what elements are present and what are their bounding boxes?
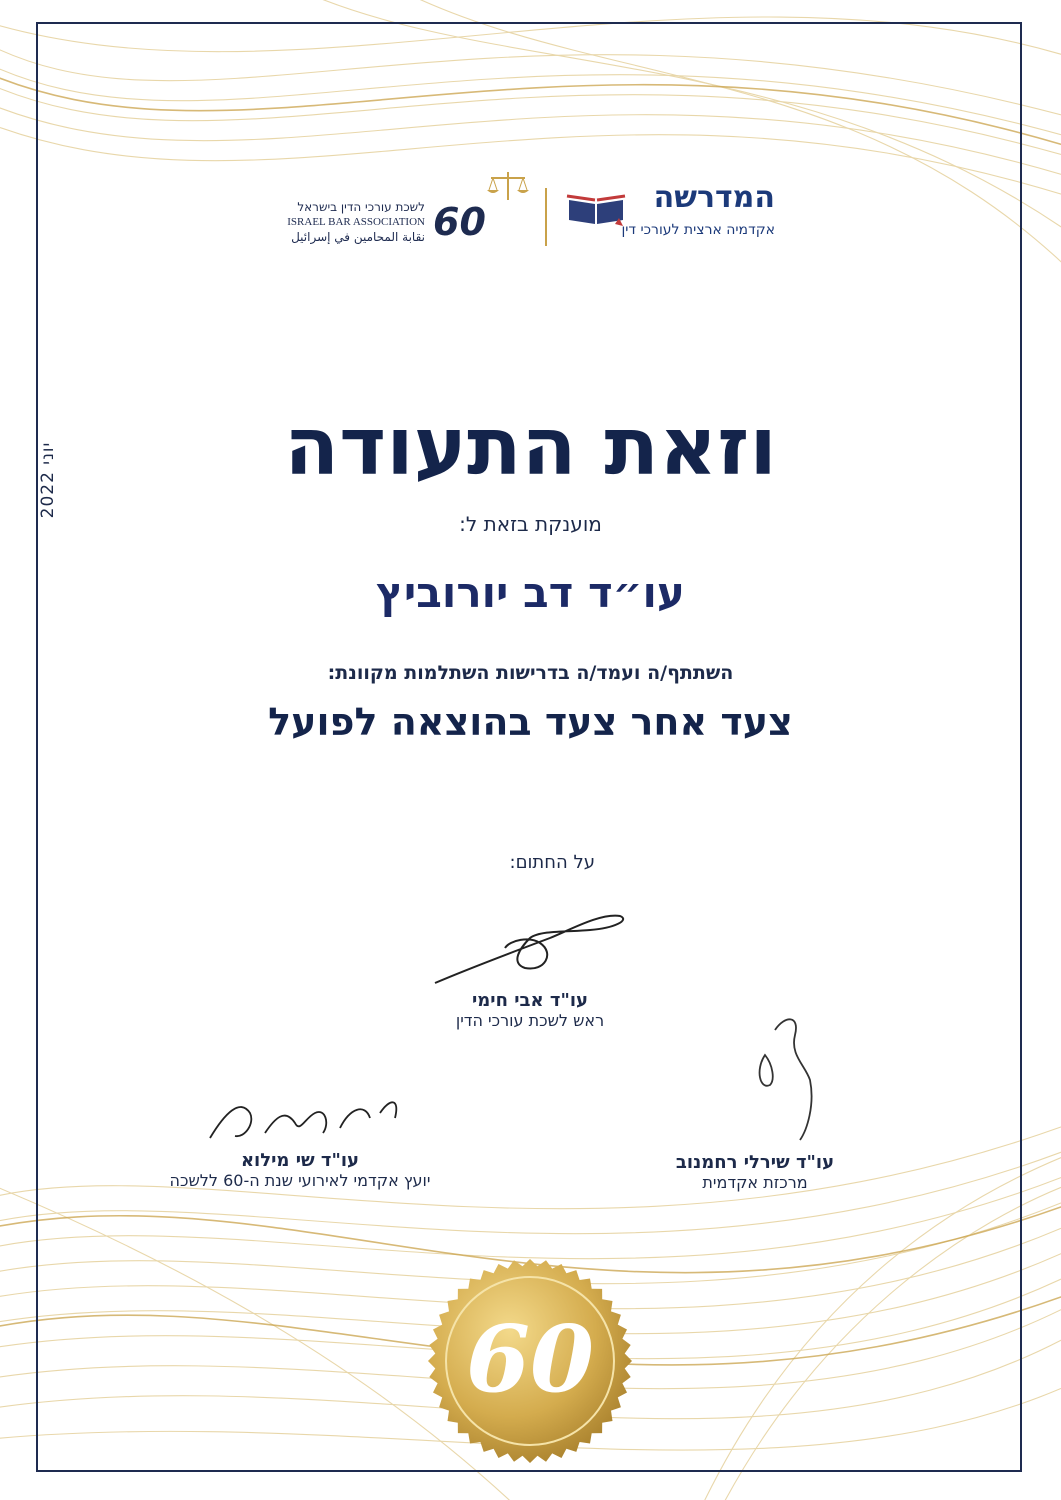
- bar-name-english: ISRAEL BAR ASSOCIATION: [287, 216, 425, 228]
- participation-text: השתתף/ה ועמד/ה בדרישות השתלמות מקוונת:: [327, 662, 734, 684]
- bar-name-hebrew: לשכת עורכי הדין בישראל: [297, 200, 425, 214]
- signer-3: [625, 1152, 885, 1192]
- gold-60-seal: [425, 1256, 635, 1466]
- issue-date-text: יוני 2022: [38, 441, 58, 519]
- signer-3-name: עו"ד שירלי רחמנוב: [675, 1152, 835, 1173]
- signer-2: [110, 1150, 490, 1190]
- signer-1: [380, 990, 680, 1030]
- certificate-title: וזאת התעודה: [284, 400, 777, 493]
- academy-subtitle: אקדמיה ארצית לעורכי דין: [621, 222, 775, 238]
- bar-name-arabic: نقابة المحامين في إسرائيل: [291, 230, 425, 244]
- logo-divider: [545, 188, 547, 246]
- academy-name: המדרשה: [653, 180, 775, 215]
- course-name: צעד אחר צעד בהוצאה לפועל: [268, 700, 793, 744]
- bar-mark-60: 60: [433, 200, 486, 244]
- signature-shirli-rahmanov: [735, 1010, 845, 1150]
- granted-to-label: מוענקת בזאת ל:: [459, 512, 602, 536]
- signer-3-role: מרכזת אקדמית: [702, 1173, 808, 1192]
- signature-shai-milo: [205, 1088, 415, 1148]
- signed-label: על החתום:: [509, 852, 595, 873]
- signature-avi-himi: [430, 908, 630, 988]
- bar-association-logo: [285, 180, 535, 250]
- signer-1-name: עו"ד אבי חימי: [471, 990, 589, 1011]
- signer-2-name: עו"ד שי מילוא: [240, 1150, 360, 1171]
- recipient-name: עו״ד דב יורוביץ: [376, 568, 685, 617]
- open-book-icon: [565, 190, 627, 226]
- seal-text: 60: [465, 1305, 595, 1413]
- signer-1-role: ראש לשכת עורכי הדין: [455, 1011, 605, 1030]
- header-logos: [0, 180, 1061, 260]
- scales-of-justice-icon: [485, 170, 531, 204]
- signer-2-role: יועץ אקדמי לאירועי שנת ה-60 ללשכה: [169, 1171, 431, 1190]
- academy-logo: [565, 180, 775, 250]
